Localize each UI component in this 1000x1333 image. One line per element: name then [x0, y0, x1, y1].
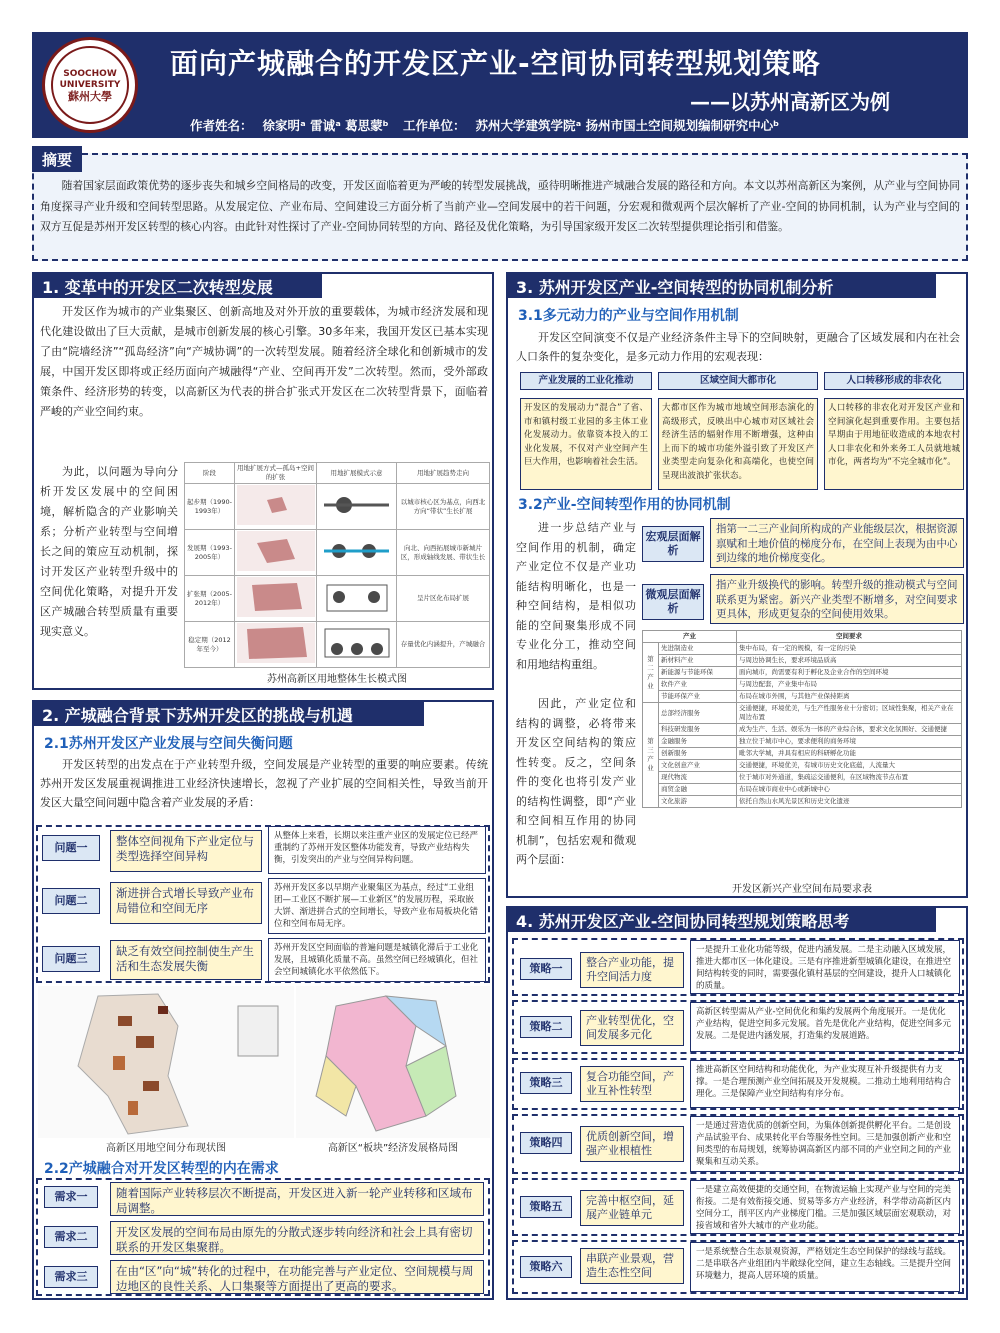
table-industry: 商贸金融 [659, 784, 737, 796]
section4-title: 4. 苏州开发区产业-空间协同转型规划策略思考 [506, 906, 936, 932]
problem-desc-3: 苏州开发区空间面临的普遍问题是城镇化滞后于工业化发展，且城镇化质量不高。虽然空间已经城镇化，但社会空间城镇化水平依然低下。 [268, 938, 486, 982]
need-label-3: 需求三 [44, 1266, 98, 1288]
strategy-desc-5: 一是建立高效便捷的交通空间，在物流运输上实现产业与空间的完美衔接。二是有效衔接交通、贸易等多方产业经济，科学带动高新区内空间分工，削平区内产业梯度门槛。三是加强区域层面宏观联动，对接省域和省外大城市的产业功能。 [690, 1180, 960, 1234]
fig-stage: 稳定期（2012年至今） [185, 622, 235, 668]
orgs: 苏州大学建筑学院ᵃ 扬州市国土空间规划编制研究中心ᵇ [475, 118, 780, 133]
section3-title: 3. 苏州开发区产业-空间转型的协同机制分析 [506, 272, 936, 298]
table-req: 与周边协调生长，要求环境品质高 [737, 655, 962, 667]
mech-col2-head: 区域空间大都市化 [658, 372, 818, 390]
table-req: 布局在城市商业中心或新城中心 [737, 784, 962, 796]
strategy-title-1: 整合产业功能，提升空间活力度 [580, 952, 684, 988]
table-industry: 新能源与节能环保 [659, 667, 737, 679]
table-req: 成为生产、生活、娱乐为一体的产业综合体，要求文化氛围好、交通便捷 [737, 724, 962, 736]
table-req: 依托自然山水风光景区和历史文化遗迹 [737, 796, 962, 808]
land-use-map-caption: 高新区用地空间分布现状图 [106, 1143, 226, 1154]
need-label-2: 需求二 [44, 1226, 98, 1248]
strategy-title-4: 优质创新空间，增强产业根植性 [580, 1126, 684, 1162]
poster-subtitle: ——以苏州高新区为例 [690, 90, 890, 114]
land-use-map [38, 986, 294, 1138]
growth-diagram-1 [319, 485, 395, 525]
problem-title-2: 渐进拼合式增长导致产业布局错位和空间无序 [110, 882, 262, 924]
university-logo [42, 37, 138, 133]
table-industry: 新材料产业 [659, 655, 737, 667]
table-req: 交通便捷，环境优美，有城市历史文化底蕴，人流量大 [737, 760, 962, 772]
table-req: 布局在城市外围，与其他产业保持距离 [737, 691, 962, 703]
problem-desc-1: 从整体上来看，长期以来注重产业区的发展定位已经严重制约了苏州开发区整体功能发育，导致产业结构失衡，引发突出的产业与空间异构问题。 [268, 826, 486, 874]
fig-trend: 存量优化内涵提升，产城融合 [397, 622, 490, 668]
table-industry: 创新服务 [659, 748, 737, 760]
growth-diagram-3 [319, 577, 395, 617]
table-industry: 先进制造业 [659, 643, 737, 655]
section2-p1: 开发区转型的出发点在于产业转型升级，空间发展是产业转型的重要的响应要素。传统苏州开发区发展重视调推进工业经济快速增长，忽视了产业扩展的空间相关性，导致当前开发区大量空间问题中隐含着产业发展的矛盾： [40, 758, 488, 809]
mech-col3-head: 人口转移形成的非农化 [824, 372, 964, 390]
section1-p2: 为此，以问题为导向分析开发区发展中的空间困境，解析隐含的产业影响关系；分析产业转型与空间增长之间的策应互动机制，探讨开发区产业转型升级中的空间优化策略，对提升开发区产城融合转型质量有重要现实意义。 [40, 465, 178, 638]
table-industry: 文化旅游 [659, 796, 737, 808]
fig-head: 阶段 [185, 463, 235, 484]
fig-trend: 向北、向西拓展城市新城片区，形成轴线发展、带状生长 [397, 530, 490, 576]
section3-p3: 因此，产业定位和结构的调整，必将带来开发区空间结构的策应性转变。反之，空间条件的变化也将引发产业的结构性调整，即“产业和空间相互作用的协同机制”，包括宏观和微观两个层面： [516, 697, 636, 866]
poster-title: 面向产城融合的开发区产业-空间协同转型规划策略 [170, 47, 821, 80]
mech-col1-head: 产业发展的工业化推动 [520, 372, 652, 390]
problem-label-3: 问题三 [42, 946, 100, 972]
problem-label-2: 问题二 [42, 888, 100, 914]
table-industry: 节能环保产业 [659, 691, 737, 703]
table-industry: 软件产业 [659, 679, 737, 691]
table-cat: 第三产业 [643, 703, 659, 808]
table-industry: 文化创意产业 [659, 760, 737, 772]
macro-text: 指第一二三产业间所构成的产业能级层次，根据资源禀赋和土地价值的梯度分布，在空间上表现为由中心到边缘的地价梯度变化。 [710, 518, 964, 568]
strategy-label-4: 策略四 [520, 1132, 572, 1154]
industry-space-table [642, 630, 962, 808]
section3-sub1: 3.1多元动力的产业与空间作用机制 [518, 308, 739, 324]
strategy-label-6: 策略六 [520, 1256, 572, 1278]
growth-figure-caption: 苏州高新区用地整体生长模式图 [267, 674, 407, 685]
problem-label-1: 问题一 [42, 835, 100, 861]
growth-diagram-2 [319, 531, 395, 571]
strategy-title-5: 完善中枢空间，延展产业链单元 [580, 1190, 684, 1226]
growth-map-3 [237, 577, 315, 617]
table-req: 位于城市对外通道，集疏运交通便利，在区域物流节点布置 [737, 772, 962, 784]
strategy-desc-6: 一是系统整合生态景观资源，严格划定生态空间保护的绿线与蓝线。二是串联各产业组团内半敞绿化空间，建立生态轴线。三是提升空间环境魅力，提高人居环境的质量。 [690, 1242, 960, 1292]
mech-col2-text: 大都市区作为城市地域空间形态演化的高级形式，反映出中心城市对区域社会经济生活的辐射作用不断增强，这种由上而下的城市功能外溢引致了开发区产业类型走向复杂化和高端化，也使空间呈现出波浪扩张状态。 [658, 398, 818, 490]
fig-stage: 扩张期（2005-2012年） [185, 576, 235, 622]
mech-col1-text: 开发区的发展动力“混合”了省、市和镇村级工业园的多主体工业化发展动力。依靠资本投入的工业化发展，不仅对产业空间产生巨大作用，也影响着社会生活。 [520, 398, 652, 490]
table-req: 独立位于城市中心，要求便利的商务环境 [737, 736, 962, 748]
section3-p1: 开发区空间演变不仅是产业经济条件主导下的空间映射，更融合了区域发展和内在社会人口条件的复杂变化，是多元动力作用的宏观表现： [516, 331, 960, 363]
section2-sub1: 2.1苏州开发区产业发展与空间失衡问题 [44, 736, 293, 752]
table-industry: 现代物流 [659, 772, 737, 784]
table-cat: 第二产业 [643, 643, 659, 703]
section1-title: 1. 变革中的开发区二次转型发展 [32, 272, 322, 298]
logo-text-cn: 蘇州大學 [68, 89, 112, 103]
strategy-desc-2: 高新区转型需从产业-空间优化和集约发展两个角度展开。一是优化产业结构，促进空间多元发展。首先是优化产业结构，促进空间多元发展。二是促进内涵发展，打造集约发展道路。 [690, 1002, 960, 1052]
strategy-label-2: 策略二 [520, 1016, 572, 1038]
fig-trend: 呈片区化布局扩展 [397, 576, 490, 622]
strategy-label-1: 策略一 [520, 958, 572, 980]
strategy-desc-1: 一是提升工业化功能等级，促进内涵发展。二是主动融入区域发展，推进大都市区一体化建设。三是有序推进新型城镇化建设，在推进空间结构转变的同时，需要强化镇村基层的空间建设，提升人口城镇化的质量。 [690, 940, 960, 994]
strategy-desc-3: 推进高新区空间结构和功能优化，为产业实现互补升级提供有力支撑。一是合理预测产业空间拓展及开发规模。二推动土地利用结构合理化。三是保障产业空间结构有序分布。 [690, 1060, 960, 1108]
section3-sub2: 3.2产业-空间转型作用的协同机制 [518, 497, 731, 513]
fig-head: 用地扩展趋势走向 [397, 463, 490, 484]
table-industry: 总部经济服务 [659, 703, 737, 724]
economic-pattern-map [296, 986, 490, 1138]
strategy-desc-4: 一是通过营造优质的创新空间，为集体创新提供孵化平台。二是创设产品试验平台、成果转化平台等服务性空间。三是加强创新产业和空间类型的布局规划，统筹协调高新区内部不同的产业空间之间的产业聚集和互动关系。 [690, 1116, 960, 1172]
need-text-3: 在由“区”向“城”转化的过程中，在功能完善与产业定位、空间规模与周边地区的良性关系、人口集聚等方面提出了更高的要求。 [110, 1260, 484, 1294]
fig-head: 用地扩展模式示意 [317, 463, 397, 484]
table-head: 产业 [643, 631, 737, 643]
table-req: 毗邻大学城，并具有相应的科研孵化功能 [737, 748, 962, 760]
table-req: 与周边配套，产业集中布局 [737, 679, 962, 691]
micro-text: 指产业升级换代的影响。转型升级的推动模式与空间联系更为紧密。新兴产业类型不断增多，对空间要求更具体，形成更复杂的空间使用效果。 [710, 574, 964, 624]
table-industry: 科技研发服务 [659, 724, 737, 736]
abstract-text: 随着国家层面政策优势的逐步丧失和城乡空间格局的改变，开发区面临着更为严峻的转型发展挑战，亟待明晰推进产城融合发展的路径和方向。本文以苏州高新区为案例，从产业与空间协同角度探寻产业升级和空间转型思路。从发展定位、产业布局、空间建设三方面分析了当前产业—空间发展中的若干问题，分宏观和微观两个层次解析了产业-空间的协同机制，认为产业与空间的双方互促是苏州开发区转型的核心内容。由此针对性探讨了产业-空间协同转型的方向、路径及优化策略，为引导国家级开发区二次转型提供理论指引和借鉴。 [40, 179, 960, 233]
author-line [190, 116, 789, 134]
strategy-title-6: 串联产业景观，营造生态性空间 [580, 1248, 684, 1284]
problem-title-1: 整体空间视角下产业定位与类型选择空间异构 [110, 830, 262, 872]
mech-col3-text: 人口转移的非农化对开发区产业和空间演化起到重要作用。主要包括早期由于用地征收造成的本地农村人口非农化和外来务工人员就地城市化，两者均为“不完全城市化”。 [824, 398, 964, 490]
macro-label: 宏观层面解析 [642, 526, 704, 562]
need-text-1: 随着国际产业转移层次不断提高，开发区进入新一轮产业转移和区域布局调整。 [110, 1182, 484, 1216]
table-req: 交通便捷，环境优美，与生产性服务业十分密切；区域性集聚，相关产业在周边布置 [737, 703, 962, 724]
micro-label: 微观层面解析 [642, 584, 704, 620]
authors-label: 作者姓名： [190, 118, 253, 133]
section2-title: 2. 产城融合背景下苏州开发区的挑战与机遇 [32, 700, 424, 726]
growth-map-2 [237, 531, 315, 571]
strategy-label-5: 策略五 [520, 1196, 572, 1218]
problem-desc-2: 苏州开发区多以早期产业聚集区为基点，经过“工业组团—工业区不断扩展—工业新区”的发展历程，采取嵌大饼、渐进拼合式的空间增长，导致产业布局板块化错位和空间布局无序。 [268, 878, 486, 934]
strategy-label-3: 策略三 [520, 1072, 572, 1094]
fig-head: 用地扩展方式—孤岛+空间的扩张 [235, 463, 317, 484]
fig-stage: 发展期（1993-2005年） [185, 530, 235, 576]
problem-title-3: 缺乏有效空间控制使生产生活和生态发展失衡 [110, 940, 262, 980]
economic-map-caption: 高新区“板块”经济发展格局图 [327, 1143, 459, 1154]
growth-map-1 [237, 485, 315, 525]
growth-map-4 [237, 623, 315, 663]
logo-text-univ: UNIVERSITY [59, 79, 121, 90]
logo-text-en: SOOCHOW [63, 68, 117, 79]
org-label: 工作单位： [403, 118, 466, 133]
strategy-title-2: 产业转型优化，空间发展多元化 [580, 1010, 684, 1046]
table-industry: 金融服务 [659, 736, 737, 748]
section1-p1: 开发区作为城市的产业集聚区、创新高地及对外开放的重要载体，为城市经济发展和现代化建设做出了巨大贡献，是城市创新发展的核心引擎。30多年来，我国开发区已基本实现了由“院墙经济”“孤岛经济”向“产城协调”的一次转型发展。随着经济全球化和创新城市的发展，中国开发区即将或正经历面向产城融得“产业、空间再开发”二次转型。然而，受外部政策条件、经济形势的转变，以高新区为代表的拼合扩张式开发区在二次转型背景下，面临着严峻的产业空间约束。 [40, 305, 488, 418]
strategy-title-3: 复合功能空间，产业互补性转型 [580, 1066, 684, 1102]
need-label-1: 需求一 [44, 1186, 98, 1208]
table-req: 集中布局，有一定的规模，有一定的污染 [737, 643, 962, 655]
authors: 徐家明ᵃ 雷诚ᵃ 葛思蒙ᵇ [262, 118, 389, 133]
fig-trend: 以城市核心区为基点，向西北方向“带状”生长扩展 [397, 484, 490, 530]
need-text-2: 开发区发展的空间布局由原先的分散式逐步转向经济和社会上具有密切联系的开发区集聚群。 [110, 1221, 484, 1255]
abstract-title: 摘要 [32, 146, 82, 172]
table-head: 空间要求 [737, 631, 962, 643]
table-caption: 开发区新兴产业空间布局要求表 [732, 884, 872, 895]
table-req: 面向城市，尚需要有利于孵化及企业合作的空间环境 [737, 667, 962, 679]
growth-diagram-4 [319, 623, 395, 663]
fig-stage: 起步期（1990-1993年） [185, 484, 235, 530]
section2-sub2: 2.2产城融合对开发区转型的内在需求 [44, 1161, 279, 1177]
section3-p2: 进一步总结产业与空间作用的机制，确定产业定位不仅是产业功能结构明晰化，也是一种空间结构，是相似功能的空间聚集形成不同专业化分工，推动空间和用地结构重组。 [516, 521, 636, 671]
growth-model-figure [184, 462, 490, 668]
